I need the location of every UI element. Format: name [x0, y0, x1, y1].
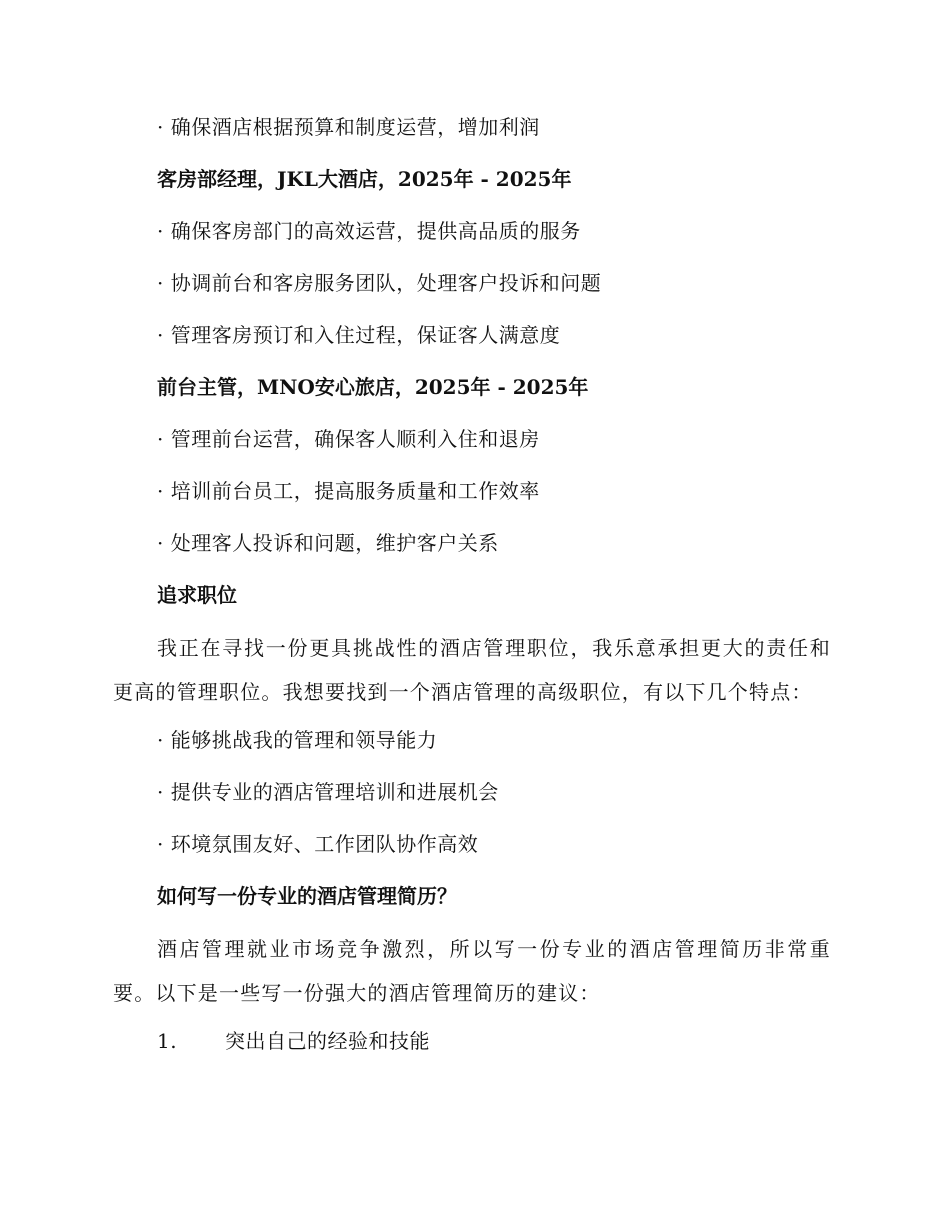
- bullet-item: · 培训前台员工，提高服务质量和工作效率: [157, 479, 540, 503]
- section-heading: 如何写一份专业的酒店管理简历？: [157, 884, 457, 908]
- paragraph: 酒店管理就业市场竞争激烈，所以写一份专业的酒店管理简历非常重要。以下是一些写一份强大的酒店管理简历的建议：: [113, 937, 831, 1005]
- job-heading: 前台主管，MNO安心旅店，2025年 - 2025年: [157, 375, 589, 399]
- bullet-item: · 管理前台运营，确保客人顺利入住和退房: [157, 427, 540, 451]
- bullet-item: · 能够挑战我的管理和领导能力: [157, 728, 438, 752]
- bullet-item: · 环境氛围友好、工作团队协作高效: [157, 832, 479, 856]
- bullet-item: · 管理客房预订和入住过程，保证客人满意度: [157, 323, 561, 347]
- job-heading: 客房部经理，JKL大酒店，2025年 - 2025年: [157, 167, 572, 191]
- numbered-item-text: 突出自己的经验和技能: [225, 1029, 430, 1053]
- document-body: [113, 110, 833, 1076]
- list-number: 1.: [157, 1029, 178, 1053]
- section-heading: 追求职位: [157, 583, 237, 607]
- paragraph: 我正在寻找一份更具挑战性的酒店管理职位，我乐意承担更大的责任和更高的管理职位。我想要找到一个酒店管理的高级职位，有以下几个特点：: [113, 636, 831, 704]
- bullet-item: · 协调前台和客房服务团队，处理客户投诉和问题: [157, 271, 602, 295]
- bullet-item: · 确保客房部门的高效运营，提供高品质的服务: [157, 219, 581, 243]
- bullet-item: · 提供专业的酒店管理培训和进展机会: [157, 780, 499, 804]
- numbered-item: [113, 1024, 833, 1059]
- bullet-item: · 处理客人投诉和问题，维护客户关系: [157, 531, 499, 555]
- bullet-item: · 确保酒店根据预算和制度运营，增加利润: [157, 115, 540, 139]
